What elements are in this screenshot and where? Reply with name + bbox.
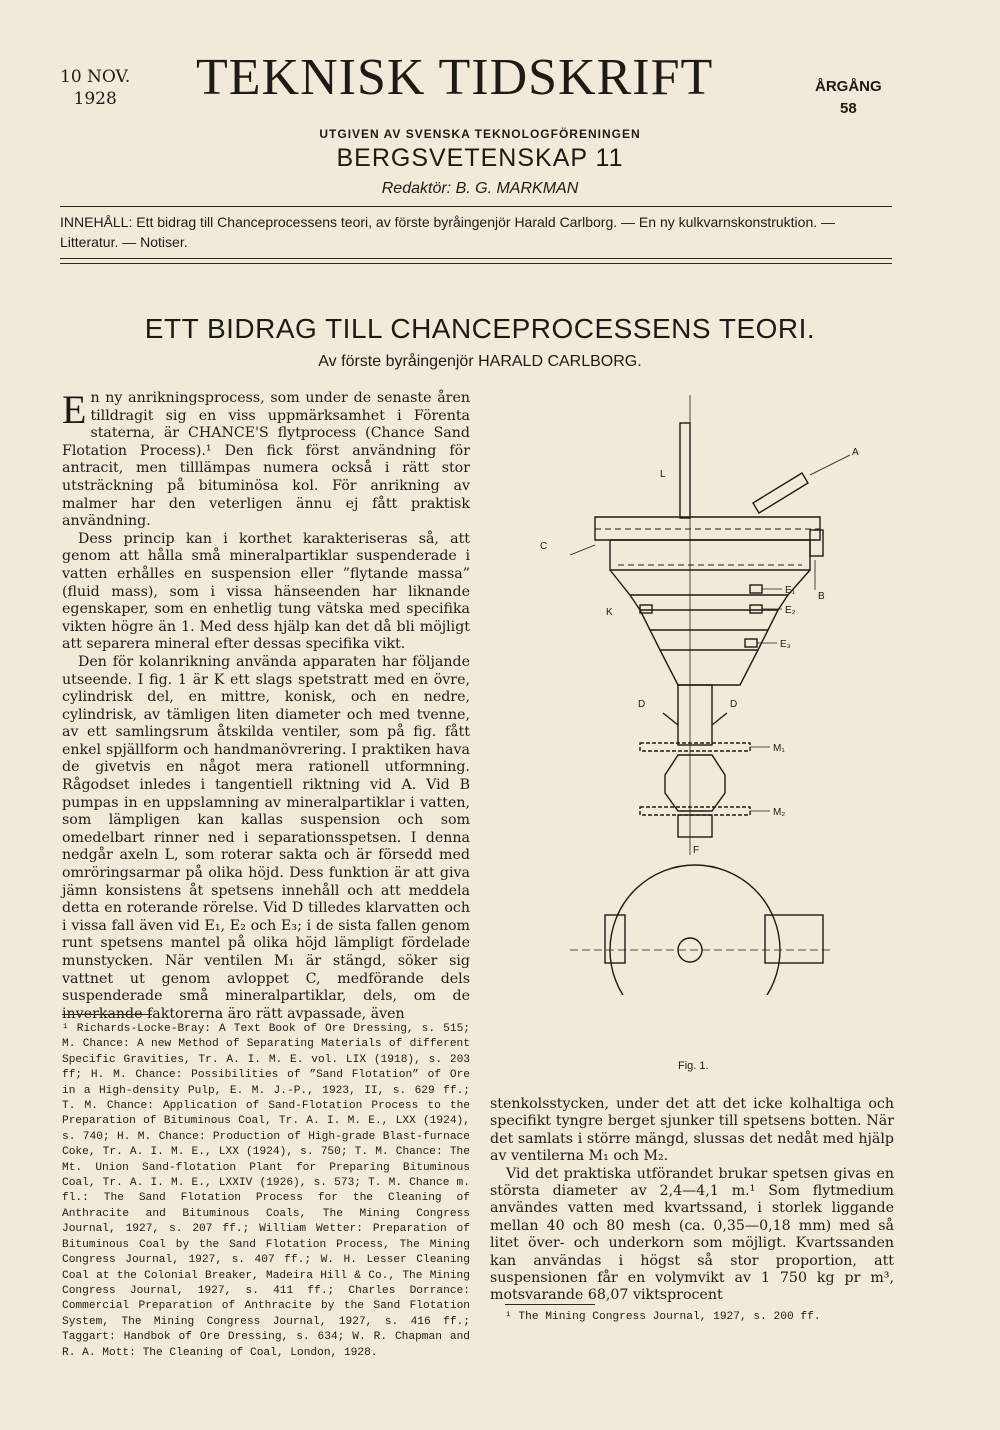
issue-date xyxy=(60,66,130,110)
divider xyxy=(60,258,892,259)
right-column xyxy=(490,1096,894,1305)
label-d-right: D xyxy=(730,699,738,710)
label-e2: E₂ xyxy=(785,605,796,616)
volume xyxy=(815,76,882,120)
article-byline: Av förste byråingenjör HARALD CARLBORG. xyxy=(318,353,642,370)
label-f: F xyxy=(693,845,700,856)
label-a: A xyxy=(852,447,859,458)
divider xyxy=(60,206,892,207)
label-e1: E₁ xyxy=(785,585,796,596)
paragraph: Dess princip kan i korthet karakteriseras så, att genom att hålla små mineralpartiklar suspenderade i vatten erhålles en suspension eller ”flytande massa” (fluid mass), som i vissa hänseenden har liknande egenskaper, som en enhetlig tung vätska med specifika vikten högre än 1. Med dess hjälp kan det då bli möjligt att separera mineral efter dessas specifika vikt. xyxy=(62,530,470,653)
lower-cylinder xyxy=(678,685,712,745)
apparatus-diagram xyxy=(530,395,880,995)
collecting-chamber xyxy=(665,755,725,811)
pointer-a xyxy=(810,455,850,475)
label-k: K xyxy=(606,607,613,618)
label-d-left: D xyxy=(638,699,646,710)
label-c: C xyxy=(540,541,548,552)
cone-lower xyxy=(660,650,758,685)
pointer-c xyxy=(570,545,595,555)
overflow-b xyxy=(810,530,823,556)
issue-year: 1928 xyxy=(73,89,117,109)
volume-label: ÅRGÅNG xyxy=(815,78,882,95)
nozzle-e2 xyxy=(750,605,762,613)
cone-band-1 xyxy=(610,570,810,595)
nozzle-e1 xyxy=(750,585,762,593)
article-title: ETT BIDRAG TILL CHANCEPROCESSENS TEORI. xyxy=(144,313,816,344)
footnote-divider xyxy=(62,1014,152,1015)
water-inlet-d-right xyxy=(712,713,727,725)
nozzle-k xyxy=(640,605,652,613)
nozzle-e3 xyxy=(745,639,757,647)
footnote-divider xyxy=(505,1304,595,1305)
table-of-contents: INNEHÅLL: Ett bidrag till Chanceprocessens teori, av förste byråingenjör Harald Carlborg. — En ny kulkvarnskonstruktion. — Litteratur. — Notiser. xyxy=(60,214,836,250)
upper-rim xyxy=(595,517,820,540)
discharge-f xyxy=(678,815,712,837)
valve-m1 xyxy=(640,743,750,751)
label-m1: M₁ xyxy=(773,743,785,754)
shaft-l xyxy=(680,423,690,518)
left-column xyxy=(62,387,470,1023)
water-inlet-d-left xyxy=(663,713,678,725)
issue-day: 10 NOV. xyxy=(60,67,131,87)
label-l: L xyxy=(660,469,666,480)
section-title: BERGSVETENSKAP 11 xyxy=(336,144,624,172)
plan-view-outlet-right xyxy=(765,915,823,963)
editor-line: Redaktör: B. G. MARKMAN xyxy=(381,180,579,197)
cone-band-2 xyxy=(630,595,788,610)
paragraph: En ny anrikningsprocess, som under de senaste åren tilldragit sig en viss uppmärksamhet i Förenta staterna, är CHANCE'S flytprocess (Chance Sand Flotation Process).¹ Den fick först användning för antracit, men tilllämpas numera också i rätt stor utsträckning på bituminösa kol. För anrikning av malmer har den veterligen ännu ej fått praktisk användning. xyxy=(62,387,470,530)
upper-cylinder xyxy=(610,540,810,570)
volume-number: 58 xyxy=(839,100,857,117)
drop-cap: E xyxy=(62,387,87,432)
footnote: ¹ The Mining Congress Journal, 1927, s. 200 ff. xyxy=(505,1311,821,1323)
divider xyxy=(60,263,892,264)
inlet-chute-a xyxy=(753,473,808,513)
label-m2: M₂ xyxy=(773,807,786,818)
plan-view-circle xyxy=(610,865,780,995)
paragraph: stenkolsstycken, under det att det icke kolhaltiga och specifikt tyngre berget sjunker till spetsens botten. När det samlats i större mängd, slussas det nedåt med hjälp av ventilerna M₁ och M₂. xyxy=(490,1096,894,1165)
masthead: TEKNISK TIDSKRIFT xyxy=(196,49,714,106)
footnote: ¹ Richards-Locke-Bray: A Text Book of Ore Dressing, s. 515; M. Chance: A new Method of Separating Materials of different Specific Gravities, Tr. A. I. M. E. vol. LIX (1918), s. 203 ff; H. M. Chance: Possibilities of ”Sand Flotation” of Ore in a High-density Pulp, E. M. J.-P., 1923, II, s. 629 ff.; T. M. Chance: Application of Sand-Flotation Process to the Preparation of Bituminous Coal, Tr. A. I. M. E., LXX (1924), s. 740; H. M. Chance: Production of High-grade Blast-furnace Coke, Tr. A. I. M. E., LXX (1924), s. 750; T. M. Chance: The Mt. Union Sand-flotation Plant for Preparing Bituminous Coal, Tr. A. I. M. E., LXXIV (1926), s. 573; T. M. Chance m. fl.: The Sand Flotation Process for the Cleaning of Anthracite and Bituminous Coals, The Mining Congress Journal, 1927, s. 207 ff.; William Wetter: Preparation of Bituminous Coal by the Sand Flotation Process, The Mining Congress Journal, 1927, s. 407 ff.; W. H. Lesser Cleaning Coal at the Colonial Breaker, Madeira Hill & Co., The Mining Congress Journal, 1927, s. 411 ff.; Charles Dorrance: Commercial Preparation of Anthracite by the Sand Flotation System, The Mining Congress Journal, 1927, s. 416 ff.; Taggart: Handbok of Ore Dressing, s. 634; W. R. Chapman and R. A. Mott: The Cleaning of Coal, London, 1928. xyxy=(62,1023,470,1359)
paragraph: Den för kolanrikning använda apparaten har följande utseende. I fig. 1 är K ett slags spetstratt med en övre, cylindrisk del, en mittre, konisk, och en nedre, cylindrisk, av tämligen liten diameter och med tvenne, av ett samlingsrum åtskilda ventiler, som på fig. fått enkel spjällform och handmanövrering. I praktiken hava de givetvis en något mera rationell utformning. Rågodset inledes i tangentiell riktning vid A. Vid B pumpas in en uppslamning av mineralpartiklar i vatten, som lämpligen kan kallas suspension och som omedelbart rinner ned i separationsspetsen. I denna nedgår axeln L, som roterar sakta och är försedd med omröringsarmar på olika höjd. Dess funktion är att giva jämn konsistens åt spetsens innehåll och att meddela detta en roterande rörelse. Vid D tilledes klarvatten och i vissa fall även vid E₁, E₂ och E₃; i de sista fallen genom runt spetsens mantel på olika höjd lämpligt fördelade munstycken. När ventilen M₁ är stängd, söker sig vattnet ut genom avloppet C, medförande dels suspenderade små mineralpartiklar, dels, om de inverkande faktorerna äro rätt avpassade, även xyxy=(62,653,470,1022)
label-e3: E₃ xyxy=(780,639,791,650)
figure-caption: Fig. 1. xyxy=(678,1060,709,1072)
label-b: B xyxy=(818,591,825,602)
publisher: UTGIVEN AV SVENSKA TEKNOLOGFÖRENINGEN xyxy=(319,127,641,141)
paragraph: Vid det praktiska utförandet brukar spetsen givas en största diameter av 2,4—4,1 m.¹ Som flytmedium användes vatten med kvartssand, i storlek liggande mellan 40 och 80 mesh (ca. 0,35—0,18 mm) med så litet över- och underkorn som möjligt. Kvartssanden kan användas i högst så stor proportion, att suspensionen får en volymvikt av 1 750 kg pr m³, motsvarande 68,07 viktsprocent xyxy=(490,1165,894,1304)
